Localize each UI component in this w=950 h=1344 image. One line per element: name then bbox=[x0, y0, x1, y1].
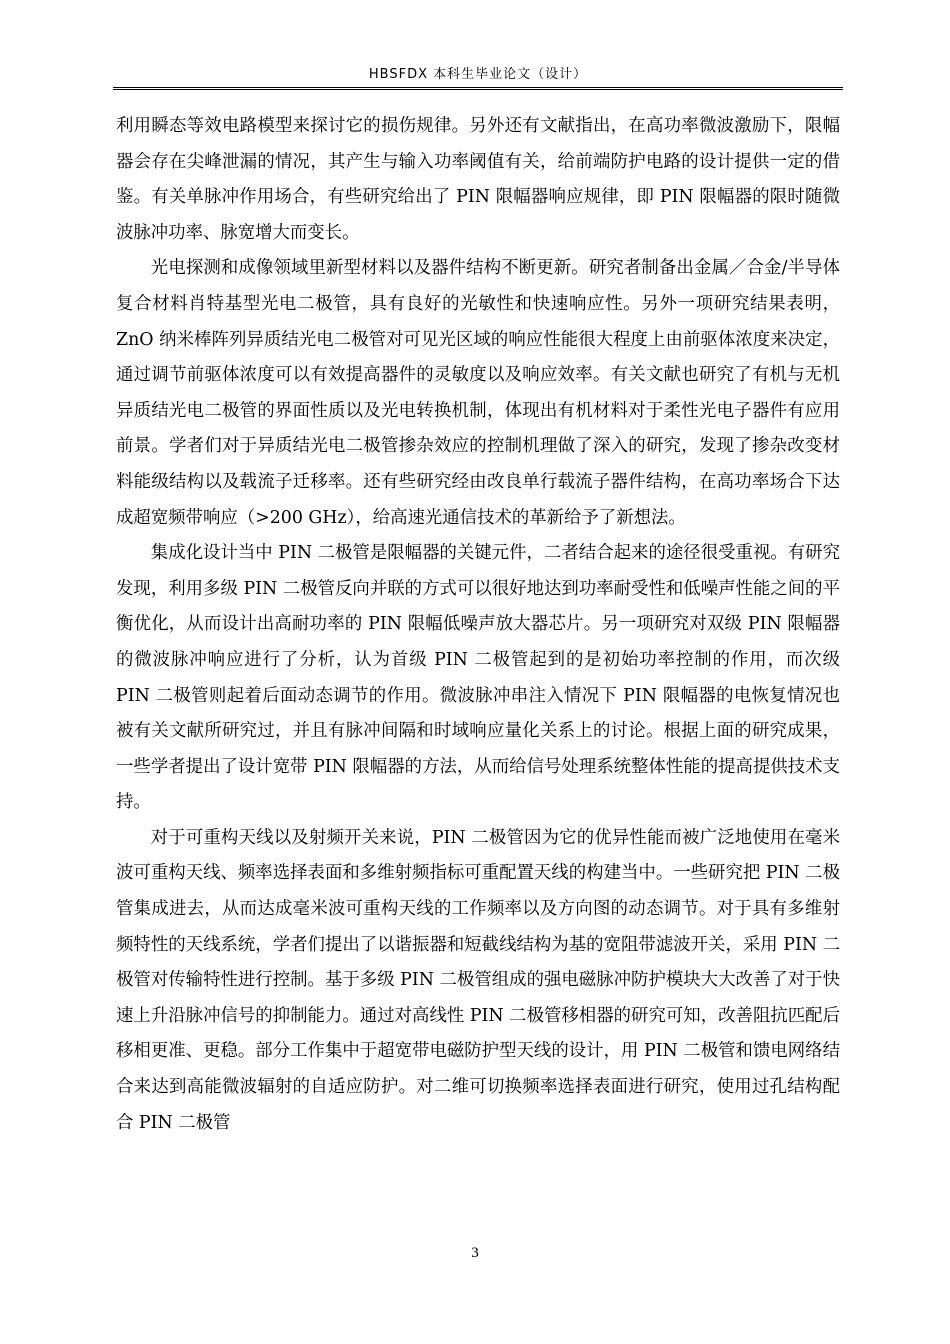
paragraph-photodetection: 光电探测和成像领域里新型材料以及器件结构不断更新。研究者制备出金属／合金/半导体复合材料肖特基型光电二极管，具有良好的光敏性和快速响应性。另外一项研究结果表明，ZnO 纳米棒阵列异质结光电二极管对可见光区域的响应性能很大程度上由前驱体浓度来决定，通过调节前驱体浓度可以有效提高器件的灵敏度以及响应效率。有关文献也研究了有机与无机异质结光电二极管的界面性质以及光电转换机制，体现出有机材料对于柔性光电子器件有应用前景。学者们对于异质结光电二极管掺杂效应的控制机理做了深入的研究，发现了掺杂改变材料能级结构以及载流子迁移率。还有些研究经由改良单行载流子器件结构，在高功率场合下达成超宽频带响应（>200 GHz），给高速光通信技术的革新给予了新想法。 bbox=[116, 258, 840, 528]
body-text bbox=[116, 109, 840, 1141]
page-header: HBSFDX 本科生毕业论文（设计） bbox=[368, 67, 588, 82]
header-rule-secondary bbox=[113, 89, 843, 90]
header-rule bbox=[113, 87, 843, 88]
page-number: 3 bbox=[471, 1245, 479, 1261]
paragraph-reconfigurable-antenna: 对于可重构天线以及射频开关来说，PIN 二极管因为它的优异性能而被广泛地使用在毫米波可重构天线、频率选择表面和多维射频指标可重配置天线的构建当中。一些研究把 PIN 二极管集成进去，从而达成毫米波可重构天线的工作频率以及方向图的动态调节。对于具有多维射频特性的天线系统，学者们提出了以谐振器和短截线结构为基的宽阻带滤波开关，采用 PIN 二极管对传输特性进行控制。基于多级 PIN 二极管组成的强电磁脉冲防护模块大大改善了对于快速上升沿脉冲信号的抑制能力。通过对高线性 PIN 二极管移相器的研究可知，改善阻抗匹配后移相更准、更稳。部分工作集中于超宽带电磁防护型天线的设计，用 PIN 二极管和馈电网络结合来达到高能微波辐射的自适应防护。对二维可切换频率选择表面进行研究，使用过孔结构配合 PIN 二极管 bbox=[116, 827, 840, 1133]
paragraph-continuation: 利用瞬态等效电路模型来探讨它的损伤规律。另外还有文献指出，在高功率微波激励下，限幅器会存在尖峰泄漏的情况，其产生与输入功率阈值有关，给前端防护电路的设计提供一定的借鉴。有关单脉冲作用场合，有些研究给出了 PIN 限幅器响应规律，即 PIN 限幅器的限时随微波脉冲功率、脉宽增大而变长。 bbox=[116, 116, 840, 243]
paragraph-integration: 集成化设计当中 PIN 二极管是限幅器的关键元件，二者结合起来的途径很受重视。有研究发现，利用多级 PIN 二极管反向并联的方式可以很好地达到功率耐受性和低噪声性能之间的平衡优化，从而设计出高耐功率的 PIN 限幅低噪声放大器芯片。另一项研究对双级 PIN 限幅器的微波脉冲响应进行了分析，认为首级 PIN 二极管起到的是初始功率控制的作用，而次级 PIN 二极管则起着后面动态调节的作用。微波脉冲串注入情况下 PIN 限幅器的电恢复情况也被有关文献所研究过，并且有脉冲间隔和时域响应量化关系上的讨论。根据上面的研究成果，一些学者提出了设计宽带 PIN 限幅器的方法，从而给信号处理系统整体性能的提高提供技术支持。 bbox=[116, 543, 840, 813]
